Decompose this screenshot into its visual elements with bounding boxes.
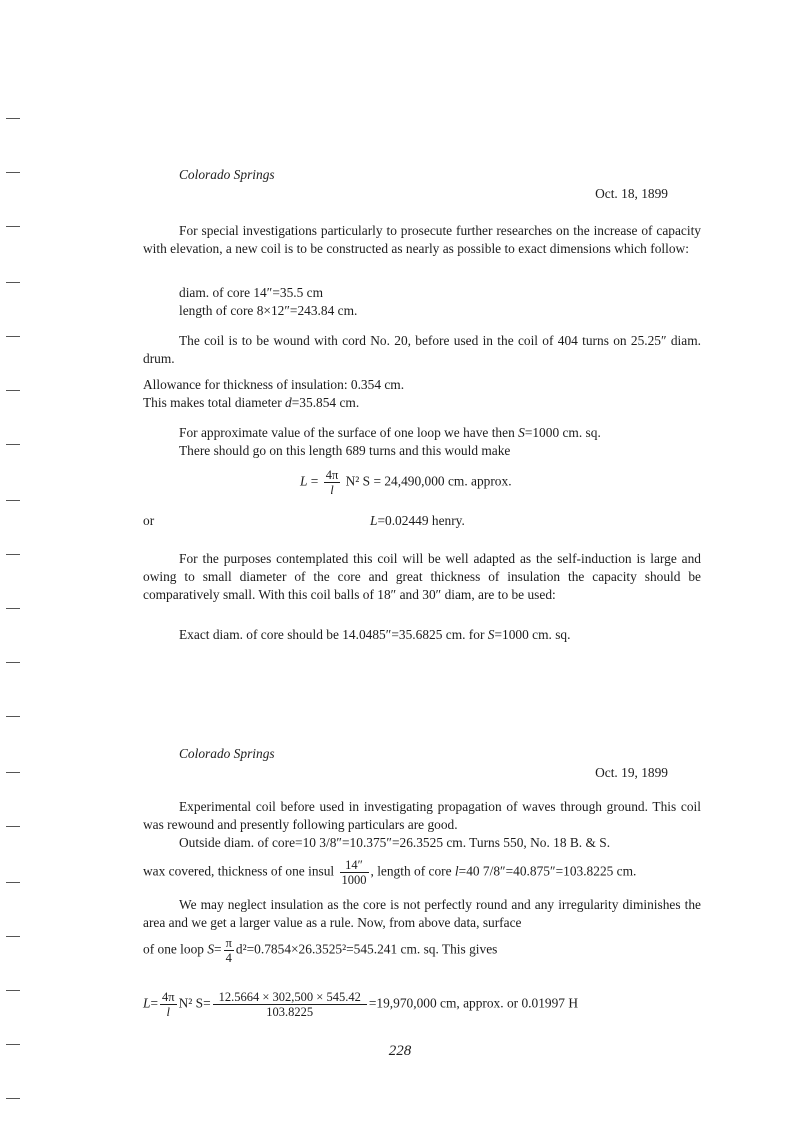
- fraction: [340, 858, 369, 887]
- entry1-p1: For special investigations particularly to prosecute further researches on the increase of capacity with elevation, a new coil is to be constructed as nearly as possible to exact dimensions which follow:: [143, 223, 701, 256]
- margin-mark: [6, 990, 20, 991]
- fraction: [160, 990, 177, 1019]
- equation-mid: N² S: [178, 995, 204, 1011]
- margin-mark: [6, 500, 20, 501]
- text-span: wax covered, thickness of one insul: [143, 863, 338, 879]
- entry2-p3: We may neglect insulation as the core is not perfectly round and any irregularity diminishes the area and we get a larger value as a rule. Now, from above data, surface: [143, 897, 701, 930]
- equation-rest: N² S = 24,490,000 cm. approx.: [345, 473, 512, 489]
- margin-mark: [6, 772, 20, 773]
- entry1-dimensions: [143, 284, 737, 320]
- text-span: =1000 cm. sq.: [494, 627, 571, 642]
- text-span: =35.854 cm.: [291, 395, 360, 410]
- margin-mark: [6, 662, 20, 663]
- entry1-p2: The coil is to be wound with cord No. 20, before used in the coil of 404 turns on 25.25″ diam. drum.: [143, 333, 701, 366]
- margin-mark: [6, 826, 20, 827]
- margin-mark: [6, 936, 20, 937]
- margin-mark: [6, 554, 20, 555]
- math-var: L: [143, 995, 151, 1011]
- entry1-equation-henry: [370, 512, 465, 530]
- fraction-denominator: [160, 1005, 177, 1019]
- entry1-para-purpose: [143, 550, 701, 604]
- math-var: L: [300, 473, 308, 489]
- entry2-p2b: [143, 858, 701, 887]
- math-var: S: [487, 627, 495, 642]
- entry2-para-intro: [143, 798, 701, 834]
- entry2-para-loop: [143, 936, 701, 965]
- margin-mark: [6, 172, 20, 173]
- entry1-core-diam: diam. of core 14″=35.5 cm: [179, 285, 324, 300]
- entry1-or: or: [143, 513, 155, 528]
- text-span: d²=0.7854×26.3525²=545.241 cm. sq. This gives: [235, 941, 498, 957]
- entry1-date: Oct. 18, 1899: [595, 186, 668, 201]
- entry1-total-diam-line: [143, 394, 701, 412]
- fraction-numerator: 4π: [325, 468, 339, 482]
- entry1-p3a: [179, 424, 737, 442]
- math-var: S: [518, 425, 525, 440]
- margin-mark: [6, 118, 20, 119]
- fraction-numerator: 12.5664 × 302,500 × 545.42: [213, 990, 367, 1005]
- fraction-numerator: π: [225, 936, 232, 950]
- margin-mark: [6, 282, 20, 283]
- page-number: 228: [388, 1043, 412, 1059]
- text-span: =1000 cm. sq.: [524, 425, 601, 440]
- fraction-denominator: 1000: [341, 873, 367, 887]
- entry2-para-neglect: [143, 896, 701, 932]
- margin-mark: [6, 1098, 20, 1099]
- entry1-para-winding: [143, 332, 701, 368]
- entry1-p3c: There should go on this length 689 turns and this would make: [179, 443, 511, 458]
- text-span: For approximate value of the surface of one loop we have then: [179, 425, 519, 440]
- margin-mark: [6, 608, 20, 609]
- fraction: [224, 936, 234, 965]
- fraction-numerator: 14″: [340, 858, 369, 873]
- entry1-equation-inductance: L = $\frac{4\pi}{l}$ N² S = 24,490,000 cm. approx.: [300, 468, 512, 497]
- math-var: L: [370, 513, 378, 528]
- entry2-equation-inductance: L= $\frac{4\pi}{l}$ N² S= $\frac{12.5664 \times 302,500 \times 545.42}{103.8225}$ =19,970,000 cm, approx. or 0.01997 H: [143, 990, 578, 1019]
- entry1-core-length: length of core 8×12″=243.84 cm.: [179, 303, 358, 318]
- entry1-insulation: [143, 376, 701, 412]
- fraction-denominator: 103.8225: [266, 1005, 314, 1019]
- math-var: l: [330, 483, 334, 497]
- text-span: Exact diam. of core should be 14.0485″=35.6825 cm. for: [179, 627, 488, 642]
- entry1-para-exact: [143, 626, 737, 644]
- margin-mark: [6, 390, 20, 391]
- margin-mark: [6, 226, 20, 227]
- margin-mark: [6, 882, 20, 883]
- text-span: , length of core: [370, 863, 455, 879]
- entry2-date: Oct. 19, 1899: [595, 765, 668, 780]
- entry2-p2a: Outside diam. of core=10 3/8″=10.375″=26.3525 cm. Turns 550, No. 18 B. & S.: [179, 835, 611, 850]
- text-span: =0.02449 henry.: [377, 513, 465, 528]
- margin-mark: [6, 444, 20, 445]
- math-var: d: [285, 395, 292, 410]
- fraction: [213, 990, 367, 1019]
- math-var: S: [207, 941, 215, 957]
- math-var: l: [166, 1005, 171, 1019]
- margin-mark: [6, 336, 20, 337]
- equation-rest: =19,970,000 cm, approx. or 0.01997 H: [368, 995, 578, 1011]
- entry1-para-surface: [143, 424, 737, 460]
- entry1-para-intro: [143, 222, 701, 258]
- entry2-place: Colorado Springs: [179, 746, 275, 761]
- text-span: of one loop: [143, 941, 208, 957]
- entry1-p5: [179, 626, 737, 644]
- entry2-p4: of one loop S= $\frac{\pi}{4}$ d²=0.7854×26.3525²=545.241 cm. sq. This gives: [143, 936, 498, 965]
- entry2-p1: Experimental coil before used in investigating propagation of waves through ground. This coil was rewound and presently following particulars are good.: [143, 799, 701, 832]
- math-var: l: [454, 863, 459, 879]
- fraction-denominator: 4: [225, 951, 232, 965]
- margin-mark: [6, 716, 20, 717]
- fraction-denominator: [324, 483, 341, 497]
- entry1-p4: For the purposes contemplated this coil will be well adapted as the self-induction is large and owing to small diameter of the core and great thickness of insulation the capacity should be comparatively small. With this coil balls of 18″ and 30″ diam, are to be used:: [143, 551, 701, 602]
- text-span: =40 7/8″=40.875″=103.8225 cm.: [458, 863, 637, 879]
- entry2-para-particulars: [143, 834, 701, 852]
- entry1-place: Colorado Springs: [179, 167, 275, 182]
- text-span: This makes total diameter: [143, 395, 286, 410]
- entry2-para-insulation: [143, 858, 701, 887]
- fraction-numerator: 4π: [162, 990, 175, 1004]
- entry1-insulation-line: Allowance for thickness of insulation: 0.354 cm.: [143, 377, 405, 392]
- fraction: [324, 468, 341, 497]
